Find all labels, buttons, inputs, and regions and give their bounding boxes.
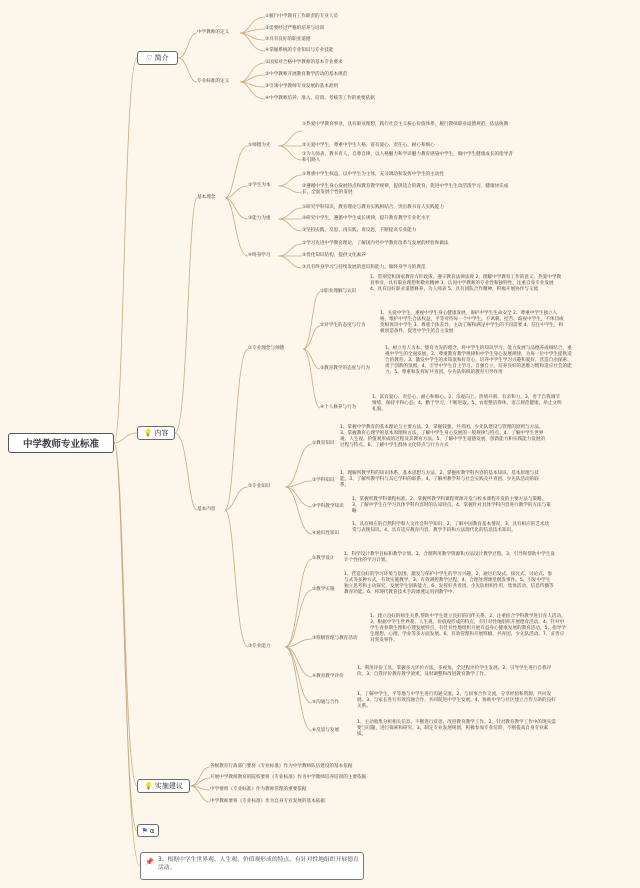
ability-sub-text[interactable]: 1、了解中学生，平等地与中学生进行沟通交流。2、与同事合作交流，分享经验和资源，共同发展。3、与家长进行有效沟通合作，共同促进中学生发展。4、协助中学与社区建立合作互助的良好关系。 bbox=[357, 692, 556, 710]
lightbulb-icon: 💡 bbox=[143, 429, 153, 437]
knowledge-sub-text[interactable]: 1、理解所教学科的知识体系、基本思想与方法。2、掌握所教学科内容的基本知识、基本原理与技能。3、了解所教学科与其它学科的联系。4、了解所教学科与社会实践及共青团、少先队活动的联系。 bbox=[340, 471, 539, 489]
intro-def-label[interactable]: 中学教师的定义 bbox=[197, 30, 230, 35]
intro-def-item[interactable]: ④掌握系统的专业知识与专业技能 bbox=[265, 48, 334, 53]
branch-implementation[interactable] bbox=[137, 779, 190, 793]
callout-note-text: 3、根据中学生世界观、人生观、价值观形成的特点，有针对性地组织开展德育活动。 bbox=[158, 857, 359, 871]
callout-note[interactable] bbox=[140, 852, 364, 880]
knowledge-sub-label[interactable]: ③学科教学知识 bbox=[312, 504, 344, 509]
ethics-sub-text[interactable]: 1、贯彻党和国家教育方针政策，遵守教育法律法规 2、理解中学教育工作的意义，热爱中学教育事业，具有职业理想和敬业精神 3、认同中学教师的专业性和独特性，注重自身专业发展 4、具有良好职业道德修养，为人师表 5、具有团队合作精神，积极开展协作与交流 bbox=[370, 275, 562, 293]
impl-item[interactable]: 中学教师要将《专业标准》作为自身专业发展的基本依据 bbox=[210, 799, 325, 804]
branch-flag-label: α bbox=[149, 826, 155, 835]
intro-std-item[interactable]: ①国家对合格中学教师的基本专业要求 bbox=[265, 60, 343, 65]
ability-sub-text[interactable]: 1、营造良好的学习环境与氛围，激发与保护中学生的学习兴趣。2、通过启发式、探究式、讨论式、参与式等多种方式，有效实施教学。3、有效调控教学过程。4、合理处理课堂偶发事件。5、引发中学生独立思考和主动探究，发展学生创新能力。6、发挥好共青团、少先队组织作用，集体活动、信息传播等教育功能。6、将现代教育技术手段渗透运用到教学中。 bbox=[344, 572, 554, 596]
intro-std-item[interactable]: ③引领中学教师专业发展的基本准则 bbox=[265, 84, 339, 89]
basic-student-label[interactable]: ②学生为本 bbox=[248, 183, 271, 188]
branch-flag[interactable] bbox=[137, 824, 159, 837]
branch-content[interactable] bbox=[137, 426, 175, 440]
basic-ethics-item[interactable]: ③为人师表，教书育人，自尊自律，以人格魅力和学识魅力教育感染中学生，做中学生健康成长的指导者和引路人 bbox=[302, 152, 513, 164]
basic-lifelong-label[interactable]: ④终身学习 bbox=[248, 253, 271, 258]
root-topic[interactable]: 中学教师专业标准 bbox=[8, 433, 114, 453]
branch-intro[interactable] bbox=[137, 51, 178, 65]
lightbulb-icon: 💡 bbox=[144, 782, 153, 790]
content-ethics-label[interactable]: ①专业理念与师德 bbox=[248, 346, 285, 351]
branch-content-label: 内容 bbox=[154, 429, 169, 437]
basic-student-item[interactable]: ②遵循中学生身心发展特点和教育教学规律，提供适合的教育，促进中学生生动活泼学习、健康快乐成长，全面发展个性的发展 bbox=[302, 184, 509, 196]
pin-icon: 📌 bbox=[145, 858, 154, 866]
basic-lifelong-item[interactable]: ②优化知识结构，提供文化素养 bbox=[302, 253, 366, 258]
knowledge-sub-text[interactable]: 1、具有相应的自然科学和人文社会科学知识。2、了解中国教育基本情况。3、具有相应的艺术欣赏与表现知识。4、具有适应教育内容、教学手段和方法现代化的信息技术知识。 bbox=[352, 522, 550, 534]
branch-implementation-label: 实施建议 bbox=[154, 782, 183, 790]
intro-def-item[interactable]: ③具有良好的职业道德 bbox=[265, 37, 311, 42]
intro-std-label[interactable]: 专业标准的定义 bbox=[197, 79, 230, 84]
ethics-sub-text[interactable]: 1、富有爱心、责任心、耐心和细心。2、乐观向上、热情开朗、有亲和力。3、善于自我调节情绪，保持平和心态。4、勤于学习，不断进取。5、衣着整洁得体，语言规范健康，举止文明礼貌。 bbox=[372, 395, 562, 413]
impl-item[interactable]: 各级教育行政部门要将《专业标准》作为中学教师队伍建设的基本依据 bbox=[210, 764, 353, 769]
branch-intro-label: 简介 bbox=[154, 54, 169, 62]
basic-ideas-label[interactable]: 基本理念 bbox=[197, 195, 216, 200]
ethics-sub-label[interactable]: ③教育教学的态度与行为 bbox=[320, 366, 371, 371]
intro-def-item[interactable]: ②需要经过严格的培养与培训 bbox=[265, 26, 325, 31]
knowledge-sub-label[interactable]: ②学科知识 bbox=[312, 478, 335, 483]
basic-ethics-label[interactable]: ①师德为先 bbox=[248, 143, 271, 148]
ethics-sub-label[interactable]: ①职业理解与认识 bbox=[320, 289, 357, 294]
intro-def-item[interactable]: ①履行中学教育工作职责的专业人员 bbox=[265, 14, 339, 19]
content-ability-label[interactable]: ③专业能力 bbox=[248, 644, 271, 649]
basic-ethics-item[interactable]: ①热爱中学教育事业，具有职业理想，践行社会主义核心价值体系，履行教师职业道德规范，依法执教 bbox=[302, 122, 509, 127]
ability-sub-label[interactable]: ④教育教学评价 bbox=[312, 674, 344, 679]
impl-item[interactable]: 开展中学教师教育的院校要将《专业标准》作为中学教师培养培训的主要依据 bbox=[210, 775, 367, 780]
ethics-sub-label[interactable]: ④个人修养与行为 bbox=[320, 405, 357, 410]
basic-ability-item[interactable]: ②研究中学生，遵循中学生成长规律，提升教育教学专业化水平 bbox=[302, 216, 431, 221]
basic-ability-item[interactable]: ③坚持实践、反思、再实践、再反思，不断提高专业能力 bbox=[302, 228, 417, 233]
knowledge-sub-text[interactable]: 1、掌握所教学科课程标准。2、掌握所教学科课程资源开发与校本课程开发的主要方法与策略。3、了解中学生在学习具体学科内容时的认知特点。4、掌握针对具体学科内容进行教学的方法与策略 bbox=[352, 497, 551, 515]
knowledge-sub-text[interactable]: 1、掌握中学教育的基本理论与主要方法。2、掌握较强、共青团、少先队建设与管理的原则与方法。3、掌握教育心理学的基本原理和方法，了解中学生身心发展的一般规律与特点。4、了解中学生世界观、人生观、价值观形成的过程及其教育方法。5、了解中学生道德发展、创新能力和实践能力发展的过程与特点。6、了解中学生群体文化特点与行为方式 bbox=[340, 425, 546, 449]
basic-lifelong-item[interactable]: ①学习先进中学教育理论，了解国内外中学教育改革与发展的经验和做法 bbox=[302, 241, 449, 246]
basic-ability-item[interactable]: ①研究学科知识，教育理论与教育实践相结合，突出教书育人实践能力 bbox=[302, 205, 444, 210]
impl-item[interactable]: 中学要将《专业标准》作为教师管理的重要依据 bbox=[210, 787, 307, 792]
ethics-sub-text[interactable]: 1、树立育人为本、德育为先的理念，将中学生的知识学习、能力发展与品德养成相结合，重视中学生的全面发展。2、尊重教育教学规律和中学生身心发展规律，为每一位中学生提供适合的教育。3、激发中学生的求知欲和好奇心，培养中学生学习兴趣和爱好，营造自由探索、勇于创新的氛围。4、引导中学生自主学习、自强自立，培养良好的思维习惯和适应社会的能力。5、尊重和发挥好共青团、少先队组织的教育引导作用 bbox=[385, 346, 572, 376]
ability-sub-text[interactable]: 1、利用评价工具，掌握多元评价方法，多视角、全过程评价学生发展。2、引导学生进行自我评价。3、自我评价教育教学效果，及时调整和改进教育教学工作。 bbox=[357, 666, 552, 678]
ability-sub-text[interactable]: 1、科学设计教学目标和教学计划。2、合理利用教学资源和方法设计教学过程。3、引导和帮助中学生设计个性化的学习计划。 bbox=[344, 552, 555, 564]
ability-sub-label[interactable]: ①教学设计 bbox=[312, 556, 335, 561]
basic-lifelong-item[interactable]: ③具有终身学习与持续发展的意识和能力，做终身学习的典范 bbox=[302, 265, 426, 270]
ability-sub-label[interactable]: ②教学实施 bbox=[312, 587, 335, 592]
knowledge-sub-label[interactable]: ④通识性知识 bbox=[312, 531, 340, 536]
ability-sub-label[interactable]: ③班级管理与教育活动 bbox=[312, 636, 358, 641]
intro-std-item[interactable]: ④中学教师培养、准入、培训、考核等工作的重要依据 bbox=[265, 96, 375, 101]
content-knowledge-label[interactable]: ②专业知识 bbox=[248, 484, 271, 489]
ability-sub-text[interactable]: 1、主动收集分析相关信息，不断进行反思，改进教育教学工作。2、针对教育教学工作中的现实需要与问题，进行探索和研究。3、制定专业发展规划，积极参加专业培训，不断提高自身专业素质。 bbox=[357, 720, 556, 738]
knowledge-sub-label[interactable]: ①教育知识 bbox=[312, 441, 335, 446]
basic-ability-label[interactable]: ③能力为重 bbox=[248, 216, 271, 221]
intro-std-item[interactable]: ②中学教师开展教育教学活动的基本规范 bbox=[265, 72, 348, 77]
ethics-sub-label[interactable]: ②对学生的态度与行为 bbox=[320, 323, 366, 328]
ethics-sub-text[interactable]: 1、关爱中学生，重视中学生身心健康发展，保护中学生生命安全 2、尊重中学生独立人格，维护中学生合法权益，平等对待每一个中学生。不讽刺、挖苦、歧视中学生，不体罚或变相体罚中学生 3、尊重个体差异，主动了解和满足中学生的不同需要 4、信任中学生，积极创造条件，促进中学生的自主发展 bbox=[380, 311, 564, 335]
heart-icon: ♡ bbox=[146, 54, 153, 62]
content-basic-label[interactable]: 基本内容 bbox=[197, 507, 216, 512]
basic-ethics-item[interactable]: ②关爱中学生，尊重中学生人格，富有爱心、责任心、耐心和细心 bbox=[302, 143, 435, 148]
flag-icon: ⚑ bbox=[141, 826, 148, 835]
ability-sub-text[interactable]: 1、建立良好的师生关系,帮助中学生建立良好的同伴关系。2、注重结合学科教学进行育人活动。3、根据中学生世界观、人生观、价值观形成的特点，有针对性地组织开展德育活动。4、针对中学生青春期生理和心理发展特点，有针对性地组织开展有益身心健康发展的教育活动。5、指导学生理想、心理、学业等多方面发展。6、有效管理和开展班级、共青团、少先队活动。7、妥善应对突发事件。 bbox=[370, 614, 566, 644]
basic-student-item[interactable]: ①尊重中学生权益，以中学生为主体，充分调动和发挥中学生的主动性 bbox=[302, 172, 444, 177]
ability-sub-label[interactable]: ⑤沟通与合作 bbox=[312, 700, 340, 705]
ability-sub-label[interactable]: ⑥反思与发展 bbox=[312, 728, 340, 733]
